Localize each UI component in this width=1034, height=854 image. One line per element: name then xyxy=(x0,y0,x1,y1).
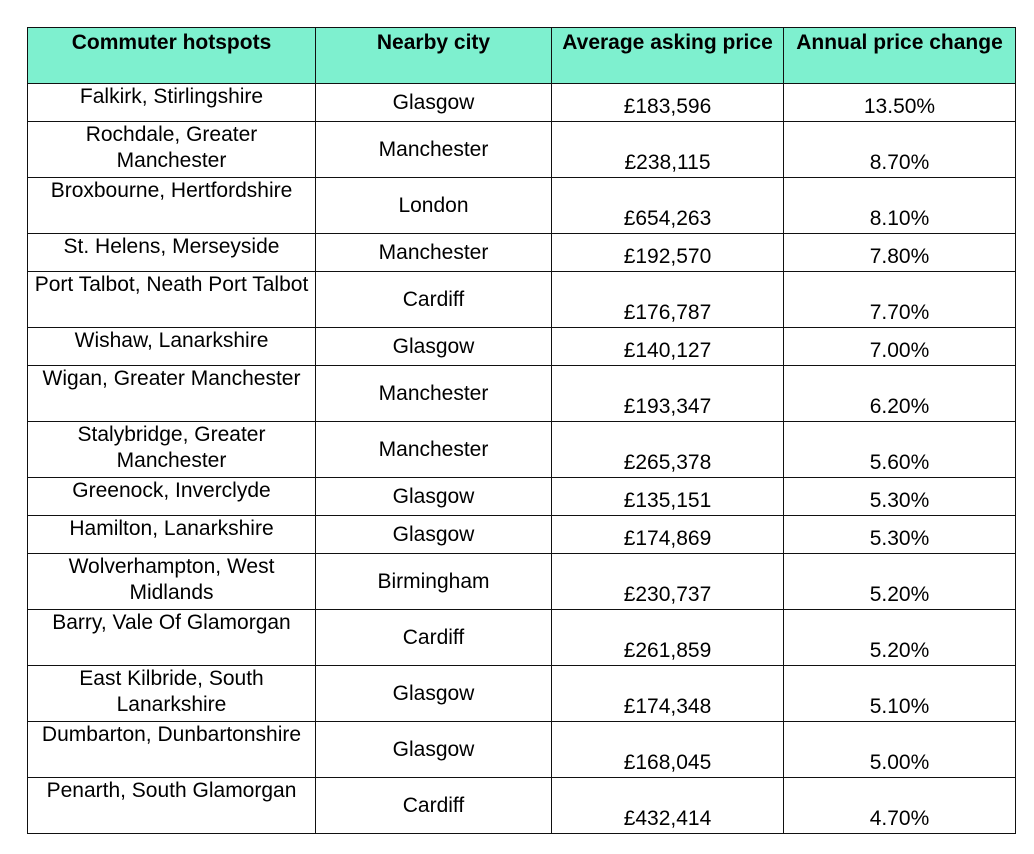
hotspot-cell: Hamilton, Lanarkshire xyxy=(28,516,316,554)
change-cell: 5.30% xyxy=(784,478,1016,516)
change-cell: 5.10% xyxy=(784,666,1016,722)
price-cell: £265,378 xyxy=(552,422,784,478)
price-cell: £193,347 xyxy=(552,366,784,422)
change-cell: 5.30% xyxy=(784,516,1016,554)
price-cell: £230,737 xyxy=(552,554,784,610)
table-row xyxy=(28,84,1016,122)
price-cell: £176,787 xyxy=(552,272,784,328)
hotspot-cell: Wishaw, Lanarkshire xyxy=(28,328,316,366)
hotspot-cell: Dumbarton, Dunbartonshire xyxy=(28,722,316,778)
change-cell: 7.80% xyxy=(784,234,1016,272)
hotspot-cell: Wigan, Greater Manchester xyxy=(28,366,316,422)
table-row xyxy=(28,178,1016,234)
city-cell: Manchester xyxy=(316,422,552,478)
table-row xyxy=(28,272,1016,328)
price-cell: £140,127 xyxy=(552,328,784,366)
change-cell: 13.50% xyxy=(784,84,1016,122)
hotspot-cell: Penarth, South Glamorgan xyxy=(28,778,316,834)
hotspot-cell: East Kilbride, South Lanarkshire xyxy=(28,666,316,722)
city-cell: Glasgow xyxy=(316,722,552,778)
hotspot-cell: Wolverhampton, West Midlands xyxy=(28,554,316,610)
table-row xyxy=(28,778,1016,834)
change-cell: 8.70% xyxy=(784,122,1016,178)
city-cell: Glasgow xyxy=(316,516,552,554)
hotspot-cell: Rochdale, Greater Manchester xyxy=(28,122,316,178)
hotspot-cell: Barry, Vale Of Glamorgan xyxy=(28,610,316,666)
change-cell: 8.10% xyxy=(784,178,1016,234)
table-row xyxy=(28,366,1016,422)
city-cell: Cardiff xyxy=(316,272,552,328)
table-row xyxy=(28,722,1016,778)
price-cell: £183,596 xyxy=(552,84,784,122)
change-cell: 5.00% xyxy=(784,722,1016,778)
header-commuter-hotspots: Commuter hotspots xyxy=(28,28,316,84)
table-row xyxy=(28,554,1016,610)
price-cell: £174,869 xyxy=(552,516,784,554)
price-cell: £135,151 xyxy=(552,478,784,516)
hotspot-cell: Port Talbot, Neath Port Talbot xyxy=(28,272,316,328)
city-cell: Birmingham xyxy=(316,554,552,610)
hotspot-cell: St. Helens, Merseyside xyxy=(28,234,316,272)
change-cell: 7.00% xyxy=(784,328,1016,366)
table-row xyxy=(28,234,1016,272)
commuter-hotspots-table xyxy=(27,27,1016,834)
city-cell: Manchester xyxy=(316,366,552,422)
price-cell: £174,348 xyxy=(552,666,784,722)
header-nearby-city: Nearby city xyxy=(316,28,552,84)
price-cell: £192,570 xyxy=(552,234,784,272)
table-row xyxy=(28,122,1016,178)
hotspot-cell: Falkirk, Stirlingshire xyxy=(28,84,316,122)
city-cell: Glasgow xyxy=(316,328,552,366)
price-cell: £432,414 xyxy=(552,778,784,834)
city-cell: Glasgow xyxy=(316,84,552,122)
table-row xyxy=(28,516,1016,554)
header-row xyxy=(28,28,1016,84)
city-cell: Manchester xyxy=(316,234,552,272)
price-cell: £168,045 xyxy=(552,722,784,778)
city-cell: London xyxy=(316,178,552,234)
table-row xyxy=(28,610,1016,666)
header-annual-price-change: Annual price change xyxy=(784,28,1016,84)
city-cell: Glasgow xyxy=(316,666,552,722)
price-cell: £238,115 xyxy=(552,122,784,178)
city-cell: Cardiff xyxy=(316,778,552,834)
change-cell: 4.70% xyxy=(784,778,1016,834)
hotspot-cell: Broxbourne, Hertfordshire xyxy=(28,178,316,234)
change-cell: 7.70% xyxy=(784,272,1016,328)
change-cell: 5.20% xyxy=(784,554,1016,610)
city-cell: Manchester xyxy=(316,122,552,178)
hotspot-cell: Stalybridge, Greater Manchester xyxy=(28,422,316,478)
change-cell: 5.60% xyxy=(784,422,1016,478)
table-row xyxy=(28,478,1016,516)
price-cell: £654,263 xyxy=(552,178,784,234)
price-cell: £261,859 xyxy=(552,610,784,666)
header-average-asking-price: Average asking price xyxy=(552,28,784,84)
city-cell: Cardiff xyxy=(316,610,552,666)
change-cell: 6.20% xyxy=(784,366,1016,422)
city-cell: Glasgow xyxy=(316,478,552,516)
hotspot-cell: Greenock, Inverclyde xyxy=(28,478,316,516)
change-cell: 5.20% xyxy=(784,610,1016,666)
table-row xyxy=(28,328,1016,366)
table-row xyxy=(28,666,1016,722)
table-row xyxy=(28,422,1016,478)
